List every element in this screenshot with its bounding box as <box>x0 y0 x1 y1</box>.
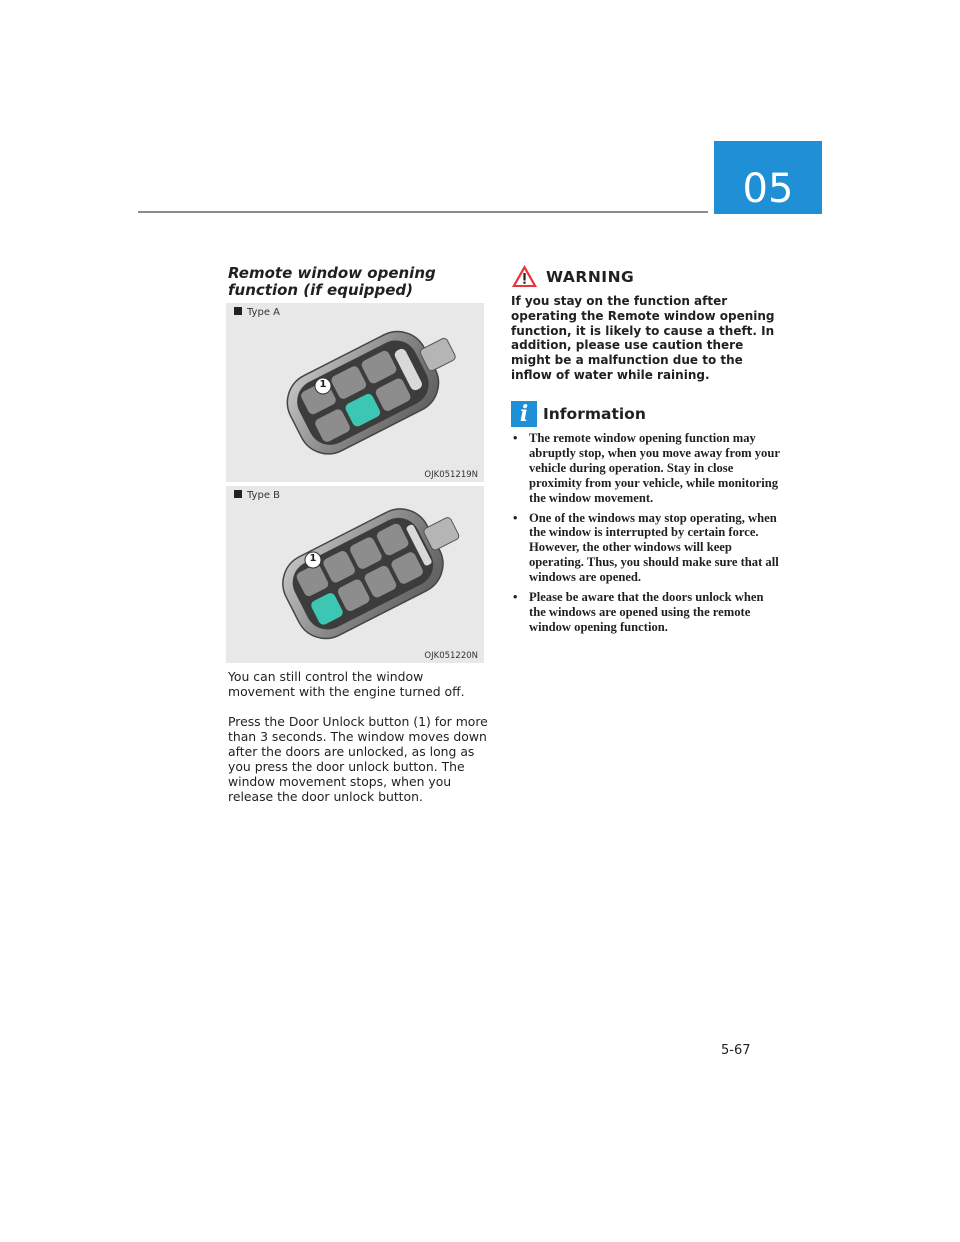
figure-label <box>234 307 280 318</box>
list-item-text: The remote window opening function may abruptly stop, when you move away from your vehicle during operation. Stay in close proximity from your vehicle, while monitoring the window movement. <box>529 431 780 505</box>
callout-1: 1 <box>319 379 327 390</box>
square-bullet-icon <box>234 307 242 315</box>
bullet: • <box>513 510 518 525</box>
figure-label-text: Type A <box>247 307 280 318</box>
figure-label <box>234 490 280 501</box>
information-list <box>511 431 783 640</box>
section-title: Remote window opening function (if equipped) <box>228 264 436 299</box>
body-paragraph: You can still control the window movement with the engine turned off. <box>228 669 465 699</box>
smart-key-type-a-image <box>226 303 484 482</box>
square-bullet-icon <box>234 490 242 498</box>
callout-1: 1 <box>309 553 317 564</box>
list-item <box>511 590 783 635</box>
smart-key-type-b-image <box>226 486 484 663</box>
figure-type-b <box>226 486 484 663</box>
body-paragraph: Press the Door Unlock button (1) for more than 3 seconds. The window moves down after the doors are unlocked, as long as you press the door unlock button. The window movement stops, when you release the door unlock button. <box>228 714 488 804</box>
warning-text: If you stay on the function after operating the Remote window opening function, it is likely to cause a theft. In addition, please use caution there might be a malfunction due to the inflow of water while raining. <box>511 294 775 382</box>
list-item <box>511 431 783 506</box>
bullet: • <box>513 431 518 445</box>
info-i-icon: i <box>511 401 537 427</box>
bullet: • <box>513 590 518 605</box>
figure-code: OJK051219N <box>424 470 478 480</box>
information-title: Information <box>543 405 646 423</box>
list-item-text: One of the windows may stop operating, when the window is interrupted by certain force. However, the other windows will keep operating. Thus, you should make sure that all windows are opened. <box>529 510 779 585</box>
figure-label-text: Type B <box>247 490 281 501</box>
page-number: 5-67 <box>721 1043 751 1058</box>
warning-title: WARNING <box>546 268 635 286</box>
header-rule <box>138 211 708 213</box>
list-item <box>511 511 783 586</box>
figure-type-a <box>226 303 484 482</box>
figure-code: OJK051220N <box>424 651 478 661</box>
list-item-text: Please be aware that the doors unlock when the windows are opened using the remote window opening function. <box>529 590 764 634</box>
chapter-tab: 05 <box>714 141 822 214</box>
warning-triangle-icon <box>511 264 538 288</box>
